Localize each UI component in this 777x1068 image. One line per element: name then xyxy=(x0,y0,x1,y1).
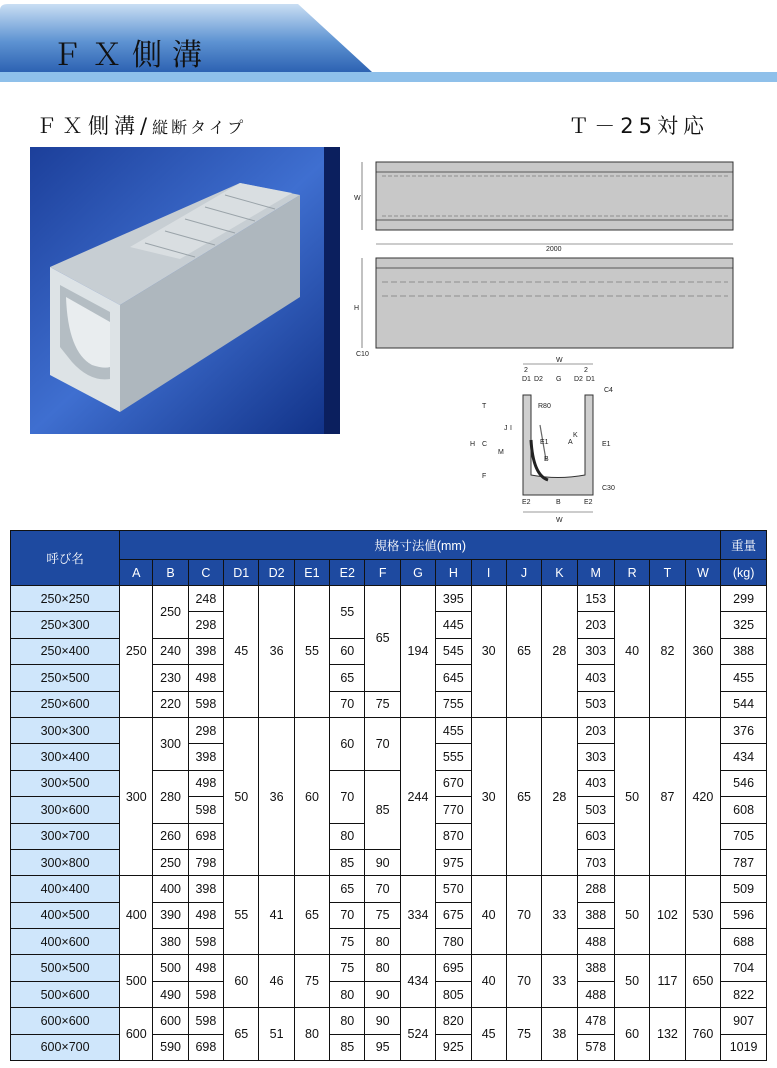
column-header-a: A xyxy=(120,560,153,586)
header-spec: 規格寸法値(mm) xyxy=(120,531,721,560)
cell-r: 40 xyxy=(614,586,649,718)
cell-c: 498 xyxy=(188,770,223,796)
column-header-j: J xyxy=(506,560,541,586)
cell-d2: 51 xyxy=(259,1008,294,1061)
cell-m: 388 xyxy=(577,902,614,928)
cell-k: 28 xyxy=(542,586,577,718)
cell-j: 70 xyxy=(506,955,541,1008)
cell-f: 65 xyxy=(365,586,400,692)
cell-e2: 60 xyxy=(330,638,365,664)
cell-j: 75 xyxy=(506,1008,541,1061)
cell-w: 530 xyxy=(685,876,721,955)
cell-e2: 85 xyxy=(330,849,365,875)
table-row xyxy=(11,717,767,743)
weight-cell: 608 xyxy=(721,797,767,823)
technical-drawings xyxy=(348,150,748,525)
side-view-h-label: H xyxy=(354,305,360,312)
banner-title: ＦＸ側溝 xyxy=(52,38,212,73)
cell-e2: 80 xyxy=(330,981,365,1007)
cell-a: 300 xyxy=(120,717,153,875)
cell-c: 698 xyxy=(188,823,223,849)
nominal-size-cell: 600×700 xyxy=(11,1034,120,1060)
cross-r80-label: R80 xyxy=(538,403,551,410)
cell-m: 203 xyxy=(577,717,614,743)
cell-m: 303 xyxy=(577,744,614,770)
cell-b: 220 xyxy=(153,691,188,717)
cell-e2: 65 xyxy=(330,665,365,691)
svg-text:J: J xyxy=(504,425,508,432)
cell-g: 244 xyxy=(400,717,435,875)
column-header-c: C xyxy=(188,560,223,586)
cell-m: 503 xyxy=(577,797,614,823)
column-header-d2: D2 xyxy=(259,560,294,586)
cell-g: 524 xyxy=(400,1008,435,1061)
cell-e1: 75 xyxy=(294,955,329,1008)
cell-b: 490 xyxy=(153,981,188,1007)
nominal-size-cell: 400×600 xyxy=(11,929,120,955)
nominal-size-cell: 300×400 xyxy=(11,744,120,770)
column-header-e2: E2 xyxy=(330,560,365,586)
weight-cell: 299 xyxy=(721,586,767,612)
cell-i: 40 xyxy=(471,876,506,955)
svg-text:C: C xyxy=(482,441,488,448)
cell-m: 703 xyxy=(577,849,614,875)
cell-e2: 55 xyxy=(330,586,365,639)
column-header-e1: E1 xyxy=(294,560,329,586)
header-weight: 重量 xyxy=(721,531,767,560)
column-header-f: F xyxy=(365,560,400,586)
cell-b: 400 xyxy=(153,876,188,902)
cell-c: 598 xyxy=(188,691,223,717)
cell-f: 70 xyxy=(365,717,400,770)
cell-b: 590 xyxy=(153,1034,188,1060)
cell-k: 28 xyxy=(542,717,577,875)
cell-m: 388 xyxy=(577,955,614,981)
table-row xyxy=(11,1008,767,1034)
cell-b: 600 xyxy=(153,1008,188,1034)
svg-text:K: K xyxy=(573,432,578,439)
spec-table xyxy=(10,530,767,1061)
cell-d2: 36 xyxy=(259,717,294,875)
weight-cell: 704 xyxy=(721,955,767,981)
length-dimension: 2000 xyxy=(546,246,562,253)
cell-b: 390 xyxy=(153,902,188,928)
cell-e2: 80 xyxy=(330,823,365,849)
cell-f: 80 xyxy=(365,929,400,955)
cell-d1: 55 xyxy=(224,876,259,955)
cell-b: 250 xyxy=(153,849,188,875)
column-header-t: T xyxy=(650,560,685,586)
cross-w-top-label: W xyxy=(556,357,563,364)
cross-w-bottom-label: W xyxy=(556,517,563,524)
load-class-label: Ｔ－25対応 xyxy=(568,114,709,138)
svg-text:I: I xyxy=(510,425,512,432)
cell-w: 760 xyxy=(685,1008,721,1061)
cell-t: 82 xyxy=(650,586,685,718)
svg-text:D1: D1 xyxy=(586,376,595,383)
column-header-i: I xyxy=(471,560,506,586)
cell-h: 780 xyxy=(436,929,471,955)
cell-m: 503 xyxy=(577,691,614,717)
cell-c: 298 xyxy=(188,612,223,638)
weight-cell: 325 xyxy=(721,612,767,638)
cell-b: 260 xyxy=(153,823,188,849)
weight-cell: 388 xyxy=(721,638,767,664)
cell-c: 398 xyxy=(188,638,223,664)
cell-c: 798 xyxy=(188,849,223,875)
cell-m: 488 xyxy=(577,981,614,1007)
cell-d2: 36 xyxy=(259,586,294,718)
cell-d2: 46 xyxy=(259,955,294,1008)
cell-e2: 80 xyxy=(330,1008,365,1034)
cell-m: 603 xyxy=(577,823,614,849)
cell-m: 288 xyxy=(577,876,614,902)
cell-f: 80 xyxy=(365,955,400,981)
cell-r: 50 xyxy=(614,955,649,1008)
svg-text:B: B xyxy=(556,499,561,506)
cell-m: 488 xyxy=(577,929,614,955)
cell-h: 545 xyxy=(436,638,471,664)
cell-h: 445 xyxy=(436,612,471,638)
cross-c30-label: C30 xyxy=(602,485,615,492)
cell-e2: 70 xyxy=(330,691,365,717)
cell-b: 240 xyxy=(153,638,188,664)
cell-w: 650 xyxy=(685,955,721,1008)
cell-r: 50 xyxy=(614,876,649,955)
column-header-r: R xyxy=(614,560,649,586)
cell-m: 403 xyxy=(577,665,614,691)
cell-c: 248 xyxy=(188,586,223,612)
cell-e2: 70 xyxy=(330,902,365,928)
cell-e1: 65 xyxy=(294,876,329,955)
nominal-size-cell: 250×600 xyxy=(11,691,120,717)
svg-text:D2: D2 xyxy=(574,376,583,383)
cell-e2: 60 xyxy=(330,717,365,770)
cross-d1-label: D1 xyxy=(522,376,531,383)
cell-j: 65 xyxy=(506,717,541,875)
nominal-size-cell: 250×400 xyxy=(11,638,120,664)
weight-cell: 688 xyxy=(721,929,767,955)
weight-cell: 509 xyxy=(721,876,767,902)
cell-e2: 75 xyxy=(330,955,365,981)
cell-m: 303 xyxy=(577,638,614,664)
cell-c: 498 xyxy=(188,902,223,928)
cell-b: 230 xyxy=(153,665,188,691)
cell-m: 578 xyxy=(577,1034,614,1060)
top-view-drawing xyxy=(354,162,733,253)
cell-h: 870 xyxy=(436,823,471,849)
svg-text:T: T xyxy=(482,403,487,410)
cell-d1: 65 xyxy=(224,1008,259,1061)
column-header-k: K xyxy=(542,560,577,586)
cell-f: 90 xyxy=(365,981,400,1007)
weight-cell: 596 xyxy=(721,902,767,928)
cell-i: 45 xyxy=(471,1008,506,1061)
cell-e2: 85 xyxy=(330,1034,365,1060)
cell-h: 645 xyxy=(436,665,471,691)
cross-c4-label: C4 xyxy=(604,387,613,394)
cell-k: 38 xyxy=(542,1008,577,1061)
cell-i: 30 xyxy=(471,717,506,875)
svg-text:B: B xyxy=(544,456,549,463)
column-header-w: W xyxy=(685,560,721,586)
cell-j: 70 xyxy=(506,876,541,955)
svg-text:H: H xyxy=(470,441,476,448)
weight-cell: 544 xyxy=(721,691,767,717)
nominal-size-cell: 400×400 xyxy=(11,876,120,902)
cell-t: 132 xyxy=(650,1008,685,1061)
svg-text:E1: E1 xyxy=(540,439,549,446)
cell-h: 395 xyxy=(436,586,471,612)
cell-f: 95 xyxy=(365,1034,400,1060)
header-kg: (kg) xyxy=(721,560,767,586)
weight-cell: 822 xyxy=(721,981,767,1007)
nominal-size-cell: 400×500 xyxy=(11,902,120,928)
weight-cell: 546 xyxy=(721,770,767,796)
nominal-size-cell: 300×300 xyxy=(11,717,120,743)
cell-e2: 65 xyxy=(330,876,365,902)
column-header-m: M xyxy=(577,560,614,586)
cell-c: 398 xyxy=(188,744,223,770)
cell-f: 70 xyxy=(365,876,400,902)
cell-c: 398 xyxy=(188,876,223,902)
weight-cell: 907 xyxy=(721,1008,767,1034)
cell-f: 75 xyxy=(365,691,400,717)
cell-g: 334 xyxy=(400,876,435,955)
cell-e1: 80 xyxy=(294,1008,329,1061)
chamfer-c10-label: C10 xyxy=(356,351,369,358)
weight-cell: 787 xyxy=(721,849,767,875)
cell-a: 600 xyxy=(120,1008,153,1061)
cell-c: 698 xyxy=(188,1034,223,1060)
cell-c: 498 xyxy=(188,665,223,691)
cell-f: 85 xyxy=(365,770,400,849)
weight-cell: 434 xyxy=(721,744,767,770)
column-header-h: H xyxy=(436,560,471,586)
svg-text:A: A xyxy=(568,439,573,446)
cell-i: 30 xyxy=(471,586,506,718)
cell-c: 498 xyxy=(188,955,223,981)
cell-a: 500 xyxy=(120,955,153,1008)
cell-c: 598 xyxy=(188,797,223,823)
cell-t: 87 xyxy=(650,717,685,875)
cell-e2: 75 xyxy=(330,929,365,955)
cell-m: 203 xyxy=(577,612,614,638)
cell-h: 975 xyxy=(436,849,471,875)
cell-e1: 60 xyxy=(294,717,329,875)
cell-h: 555 xyxy=(436,744,471,770)
nominal-size-cell: 300×700 xyxy=(11,823,120,849)
cell-d1: 45 xyxy=(224,586,259,718)
cell-m: 478 xyxy=(577,1008,614,1034)
cell-h: 925 xyxy=(436,1034,471,1060)
cell-h: 570 xyxy=(436,876,471,902)
cell-f: 75 xyxy=(365,902,400,928)
cell-h: 820 xyxy=(436,1008,471,1034)
weight-cell: 1019 xyxy=(721,1034,767,1060)
cell-h: 455 xyxy=(436,717,471,743)
cell-b: 280 xyxy=(153,770,188,823)
column-header-d1: D1 xyxy=(224,560,259,586)
cell-h: 675 xyxy=(436,902,471,928)
cell-i: 40 xyxy=(471,955,506,1008)
cell-t: 117 xyxy=(650,955,685,1008)
cell-g: 194 xyxy=(400,586,435,718)
column-header-g: G xyxy=(400,560,435,586)
cell-m: 153 xyxy=(577,586,614,612)
cell-b: 380 xyxy=(153,929,188,955)
weight-cell: 705 xyxy=(721,823,767,849)
svg-text:F: F xyxy=(482,473,487,480)
table-row xyxy=(11,955,767,981)
cell-c: 298 xyxy=(188,717,223,743)
cell-a: 400 xyxy=(120,876,153,955)
cell-c: 598 xyxy=(188,981,223,1007)
cell-a: 250 xyxy=(120,586,153,718)
cell-c: 598 xyxy=(188,929,223,955)
nominal-size-cell: 600×600 xyxy=(11,1008,120,1034)
nominal-size-cell: 300×800 xyxy=(11,849,120,875)
svg-text:M: M xyxy=(498,449,504,456)
cell-h: 805 xyxy=(436,981,471,1007)
cross-g-label: G xyxy=(556,376,562,383)
table-row xyxy=(11,586,767,612)
cell-f: 90 xyxy=(365,1008,400,1034)
product-subtitle: ＦＸ側溝/縦断タイプ xyxy=(36,114,247,138)
cell-f: 90 xyxy=(365,849,400,875)
header-name: 呼び名 xyxy=(11,531,120,586)
svg-text:2: 2 xyxy=(524,367,528,374)
product-photo xyxy=(30,147,340,434)
nominal-size-cell: 250×300 xyxy=(11,612,120,638)
weight-cell: 455 xyxy=(721,665,767,691)
table-row xyxy=(11,876,767,902)
svg-text:2: 2 xyxy=(584,367,588,374)
cell-h: 695 xyxy=(436,955,471,981)
nominal-size-cell: 500×500 xyxy=(11,955,120,981)
nominal-size-cell: 500×600 xyxy=(11,981,120,1007)
cell-r: 60 xyxy=(614,1008,649,1061)
cell-e2: 70 xyxy=(330,770,365,823)
nominal-size-cell: 300×600 xyxy=(11,797,120,823)
side-view-drawing xyxy=(354,258,733,358)
cross-d2-label: D2 xyxy=(534,376,543,383)
svg-text:E2: E2 xyxy=(584,499,593,506)
cell-h: 670 xyxy=(436,770,471,796)
cell-d1: 60 xyxy=(224,955,259,1008)
cell-c: 598 xyxy=(188,1008,223,1034)
nominal-size-cell: 250×250 xyxy=(11,586,120,612)
cell-w: 420 xyxy=(685,717,721,875)
cell-h: 770 xyxy=(436,797,471,823)
svg-text:E1: E1 xyxy=(602,441,611,448)
top-view-w-label: W xyxy=(354,195,361,202)
cell-w: 360 xyxy=(685,586,721,718)
svg-text:E2: E2 xyxy=(522,499,531,506)
cell-d1: 50 xyxy=(224,717,259,875)
cell-b: 500 xyxy=(153,955,188,981)
cell-b: 250 xyxy=(153,586,188,639)
cell-h: 755 xyxy=(436,691,471,717)
cell-d2: 41 xyxy=(259,876,294,955)
cell-e1: 55 xyxy=(294,586,329,718)
weight-cell: 376 xyxy=(721,717,767,743)
cell-b: 300 xyxy=(153,717,188,770)
cell-j: 65 xyxy=(506,586,541,718)
nominal-size-cell: 300×500 xyxy=(11,770,120,796)
column-header-b: B xyxy=(153,560,188,586)
cell-t: 102 xyxy=(650,876,685,955)
nominal-size-cell: 250×500 xyxy=(11,665,120,691)
cell-g: 434 xyxy=(400,955,435,1008)
cross-section-drawing xyxy=(470,357,615,524)
cell-k: 33 xyxy=(542,876,577,955)
cell-r: 50 xyxy=(614,717,649,875)
cell-k: 33 xyxy=(542,955,577,1008)
cell-m: 403 xyxy=(577,770,614,796)
